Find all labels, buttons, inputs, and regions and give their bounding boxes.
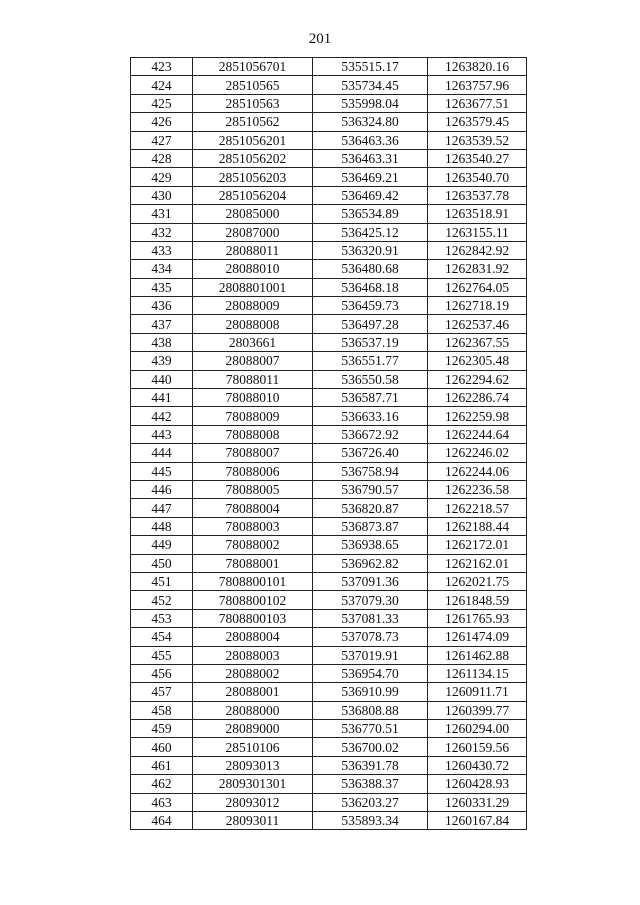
- y-coordinate-cell: 1263537.78: [428, 186, 527, 204]
- y-coordinate-cell: 1262244.06: [428, 462, 527, 480]
- x-coordinate-cell: 536938.65: [313, 536, 428, 554]
- row-index-cell: 437: [131, 315, 193, 333]
- row-index-cell: 453: [131, 609, 193, 627]
- point-code-cell: 28088008: [193, 315, 313, 333]
- point-code-cell: 2809301301: [193, 775, 313, 793]
- table-row: [131, 628, 527, 646]
- row-index-cell: 434: [131, 260, 193, 278]
- x-coordinate-cell: 535998.04: [313, 94, 428, 112]
- y-coordinate-cell: 1262831.92: [428, 260, 527, 278]
- y-coordinate-cell: 1262244.64: [428, 425, 527, 443]
- point-code-cell: 28088010: [193, 260, 313, 278]
- y-coordinate-cell: 1262218.57: [428, 499, 527, 517]
- y-coordinate-cell: 1263539.52: [428, 131, 527, 149]
- point-code-cell: 28088000: [193, 701, 313, 719]
- x-coordinate-cell: 536469.42: [313, 186, 428, 204]
- point-code-cell: 28093011: [193, 812, 313, 830]
- point-code-cell: 28087000: [193, 223, 313, 241]
- point-code-cell: 28510565: [193, 76, 313, 94]
- y-coordinate-cell: 1261134.15: [428, 664, 527, 682]
- y-coordinate-cell: 1260430.72: [428, 756, 527, 774]
- point-code-cell: 28510106: [193, 738, 313, 756]
- x-coordinate-cell: 536203.27: [313, 793, 428, 811]
- table-row: [131, 205, 527, 223]
- row-index-cell: 433: [131, 241, 193, 259]
- x-coordinate-cell: 536672.92: [313, 425, 428, 443]
- point-code-cell: 78088007: [193, 444, 313, 462]
- table-row: [131, 94, 527, 112]
- row-index-cell: 455: [131, 646, 193, 664]
- y-coordinate-cell: 1262259.98: [428, 407, 527, 425]
- table-row: [131, 517, 527, 535]
- row-index-cell: 452: [131, 591, 193, 609]
- x-coordinate-cell: 536320.91: [313, 241, 428, 259]
- point-code-cell: 78088005: [193, 480, 313, 498]
- y-coordinate-cell: 1263757.96: [428, 76, 527, 94]
- y-coordinate-cell: 1260167.84: [428, 812, 527, 830]
- row-index-cell: 432: [131, 223, 193, 241]
- y-coordinate-cell: 1262286.74: [428, 389, 527, 407]
- y-coordinate-cell: 1262162.01: [428, 554, 527, 572]
- row-index-cell: 445: [131, 462, 193, 480]
- table-row: [131, 554, 527, 572]
- row-index-cell: 464: [131, 812, 193, 830]
- row-index-cell: 444: [131, 444, 193, 462]
- x-coordinate-cell: 536425.12: [313, 223, 428, 241]
- point-code-cell: 78088003: [193, 517, 313, 535]
- point-code-cell: 78088006: [193, 462, 313, 480]
- row-index-cell: 425: [131, 94, 193, 112]
- x-coordinate-cell: 536726.40: [313, 444, 428, 462]
- point-code-cell: 28088007: [193, 352, 313, 370]
- y-coordinate-cell: 1260159.56: [428, 738, 527, 756]
- table-row: [131, 260, 527, 278]
- y-coordinate-cell: 1263820.16: [428, 58, 527, 76]
- x-coordinate-cell: 536820.87: [313, 499, 428, 517]
- point-code-cell: 2851056701: [193, 58, 313, 76]
- y-coordinate-cell: 1262021.75: [428, 572, 527, 590]
- table-row: [131, 480, 527, 498]
- y-coordinate-cell: 1260294.00: [428, 720, 527, 738]
- row-index-cell: 436: [131, 297, 193, 315]
- row-index-cell: 423: [131, 58, 193, 76]
- table-row: [131, 407, 527, 425]
- table-row: [131, 149, 527, 167]
- point-code-cell: 28089000: [193, 720, 313, 738]
- table-row: [131, 241, 527, 259]
- x-coordinate-cell: 536534.89: [313, 205, 428, 223]
- row-index-cell: 424: [131, 76, 193, 94]
- x-coordinate-cell: 535893.34: [313, 812, 428, 830]
- point-code-cell: 2851056201: [193, 131, 313, 149]
- x-coordinate-cell: 536873.87: [313, 517, 428, 535]
- y-coordinate-cell: 1262294.62: [428, 370, 527, 388]
- point-code-cell: 2803661: [193, 333, 313, 351]
- x-coordinate-cell: 536587.71: [313, 389, 428, 407]
- table-row: [131, 462, 527, 480]
- point-code-cell: 28088004: [193, 628, 313, 646]
- x-coordinate-cell: 536497.28: [313, 315, 428, 333]
- y-coordinate-cell: 1262246.02: [428, 444, 527, 462]
- x-coordinate-cell: 537019.91: [313, 646, 428, 664]
- table-row: [131, 756, 527, 774]
- x-coordinate-cell: 536700.02: [313, 738, 428, 756]
- x-coordinate-cell: 537079.30: [313, 591, 428, 609]
- row-index-cell: 443: [131, 425, 193, 443]
- x-coordinate-cell: 536910.99: [313, 683, 428, 701]
- table-row: [131, 352, 527, 370]
- x-coordinate-cell: 536954.70: [313, 664, 428, 682]
- table-row: [131, 389, 527, 407]
- point-code-cell: 78088011: [193, 370, 313, 388]
- row-index-cell: 440: [131, 370, 193, 388]
- coordinates-table: [130, 57, 527, 830]
- point-code-cell: 2851056203: [193, 168, 313, 186]
- row-index-cell: 447: [131, 499, 193, 517]
- y-coordinate-cell: 1262305.48: [428, 352, 527, 370]
- x-coordinate-cell: 536388.37: [313, 775, 428, 793]
- table-row: [131, 664, 527, 682]
- x-coordinate-cell: 536468.18: [313, 278, 428, 296]
- table-row: [131, 278, 527, 296]
- y-coordinate-cell: 1260428.93: [428, 775, 527, 793]
- point-code-cell: 7808800101: [193, 572, 313, 590]
- page-number: 201: [308, 31, 332, 47]
- row-index-cell: 451: [131, 572, 193, 590]
- row-index-cell: 441: [131, 389, 193, 407]
- row-index-cell: 429: [131, 168, 193, 186]
- y-coordinate-cell: 1262367.55: [428, 333, 527, 351]
- y-coordinate-cell: 1262842.92: [428, 241, 527, 259]
- row-index-cell: 456: [131, 664, 193, 682]
- x-coordinate-cell: 537091.36: [313, 572, 428, 590]
- table-row: [131, 536, 527, 554]
- x-coordinate-cell: 536550.58: [313, 370, 428, 388]
- x-coordinate-cell: 536808.88: [313, 701, 428, 719]
- point-code-cell: 7808800103: [193, 609, 313, 627]
- point-code-cell: 28510563: [193, 94, 313, 112]
- row-index-cell: 435: [131, 278, 193, 296]
- y-coordinate-cell: 1262537.46: [428, 315, 527, 333]
- table-row: [131, 720, 527, 738]
- y-coordinate-cell: 1263540.27: [428, 149, 527, 167]
- x-coordinate-cell: 536537.19: [313, 333, 428, 351]
- table-row: [131, 444, 527, 462]
- point-code-cell: 28093013: [193, 756, 313, 774]
- table-row: [131, 76, 527, 94]
- point-code-cell: 78088010: [193, 389, 313, 407]
- x-coordinate-cell: 537078.73: [313, 628, 428, 646]
- row-index-cell: 442: [131, 407, 193, 425]
- x-coordinate-cell: 536324.80: [313, 113, 428, 131]
- point-code-cell: 28510562: [193, 113, 313, 131]
- x-coordinate-cell: 536463.31: [313, 149, 428, 167]
- table-row: [131, 131, 527, 149]
- row-index-cell: 446: [131, 480, 193, 498]
- table-row: [131, 793, 527, 811]
- table-row: [131, 58, 527, 76]
- y-coordinate-cell: 1263518.91: [428, 205, 527, 223]
- y-coordinate-cell: 1260331.29: [428, 793, 527, 811]
- point-code-cell: 28093012: [193, 793, 313, 811]
- table-row: [131, 370, 527, 388]
- row-index-cell: 426: [131, 113, 193, 131]
- point-code-cell: 28088011: [193, 241, 313, 259]
- y-coordinate-cell: 1262764.05: [428, 278, 527, 296]
- point-code-cell: 2851056204: [193, 186, 313, 204]
- y-coordinate-cell: 1263677.51: [428, 94, 527, 112]
- point-code-cell: 28088001: [193, 683, 313, 701]
- table-row: [131, 499, 527, 517]
- table-row: [131, 297, 527, 315]
- row-index-cell: 431: [131, 205, 193, 223]
- row-index-cell: 458: [131, 701, 193, 719]
- table-row: [131, 812, 527, 830]
- y-coordinate-cell: 1261848.59: [428, 591, 527, 609]
- table-row: [131, 683, 527, 701]
- table-row: [131, 113, 527, 131]
- point-code-cell: 28088009: [193, 297, 313, 315]
- point-code-cell: 7808800102: [193, 591, 313, 609]
- table-row: [131, 775, 527, 793]
- y-coordinate-cell: 1262172.01: [428, 536, 527, 554]
- x-coordinate-cell: 536551.77: [313, 352, 428, 370]
- x-coordinate-cell: 536633.16: [313, 407, 428, 425]
- table-row: [131, 223, 527, 241]
- y-coordinate-cell: 1263155.11: [428, 223, 527, 241]
- x-coordinate-cell: 536758.94: [313, 462, 428, 480]
- table-row: [131, 186, 527, 204]
- y-coordinate-cell: 1262718.19: [428, 297, 527, 315]
- y-coordinate-cell: 1261474.09: [428, 628, 527, 646]
- row-index-cell: 460: [131, 738, 193, 756]
- point-code-cell: 28088003: [193, 646, 313, 664]
- y-coordinate-cell: 1262188.44: [428, 517, 527, 535]
- y-coordinate-cell: 1263579.45: [428, 113, 527, 131]
- point-code-cell: 28088002: [193, 664, 313, 682]
- point-code-cell: 78088008: [193, 425, 313, 443]
- row-index-cell: 462: [131, 775, 193, 793]
- table-row: [131, 591, 527, 609]
- table-row: [131, 646, 527, 664]
- table-row: [131, 609, 527, 627]
- row-index-cell: 461: [131, 756, 193, 774]
- table-row: [131, 333, 527, 351]
- x-coordinate-cell: 537081.33: [313, 609, 428, 627]
- row-index-cell: 427: [131, 131, 193, 149]
- coordinates-table-body: [131, 58, 527, 830]
- x-coordinate-cell: 536459.73: [313, 297, 428, 315]
- row-index-cell: 449: [131, 536, 193, 554]
- x-coordinate-cell: 536790.57: [313, 480, 428, 498]
- x-coordinate-cell: 536770.51: [313, 720, 428, 738]
- y-coordinate-cell: 1261765.93: [428, 609, 527, 627]
- row-index-cell: 438: [131, 333, 193, 351]
- x-coordinate-cell: 536469.21: [313, 168, 428, 186]
- point-code-cell: 78088009: [193, 407, 313, 425]
- table-row: [131, 315, 527, 333]
- y-coordinate-cell: 1261462.88: [428, 646, 527, 664]
- x-coordinate-cell: 536463.36: [313, 131, 428, 149]
- table-row: [131, 738, 527, 756]
- x-coordinate-cell: 535515.17: [313, 58, 428, 76]
- point-code-cell: 78088002: [193, 536, 313, 554]
- row-index-cell: 448: [131, 517, 193, 535]
- table-row: [131, 572, 527, 590]
- point-code-cell: 2851056202: [193, 149, 313, 167]
- row-index-cell: 459: [131, 720, 193, 738]
- row-index-cell: 450: [131, 554, 193, 572]
- table-row: [131, 701, 527, 719]
- row-index-cell: 430: [131, 186, 193, 204]
- row-index-cell: 457: [131, 683, 193, 701]
- point-code-cell: 28085000: [193, 205, 313, 223]
- x-coordinate-cell: 536962.82: [313, 554, 428, 572]
- y-coordinate-cell: 1260399.77: [428, 701, 527, 719]
- table-row: [131, 168, 527, 186]
- point-code-cell: 78088001: [193, 554, 313, 572]
- row-index-cell: 463: [131, 793, 193, 811]
- point-code-cell: 2808801001: [193, 278, 313, 296]
- row-index-cell: 428: [131, 149, 193, 167]
- row-index-cell: 439: [131, 352, 193, 370]
- y-coordinate-cell: 1260911.71: [428, 683, 527, 701]
- y-coordinate-cell: 1262236.58: [428, 480, 527, 498]
- x-coordinate-cell: 535734.45: [313, 76, 428, 94]
- point-code-cell: 78088004: [193, 499, 313, 517]
- x-coordinate-cell: 536480.68: [313, 260, 428, 278]
- y-coordinate-cell: 1263540.70: [428, 168, 527, 186]
- x-coordinate-cell: 536391.78: [313, 756, 428, 774]
- row-index-cell: 454: [131, 628, 193, 646]
- table-row: [131, 425, 527, 443]
